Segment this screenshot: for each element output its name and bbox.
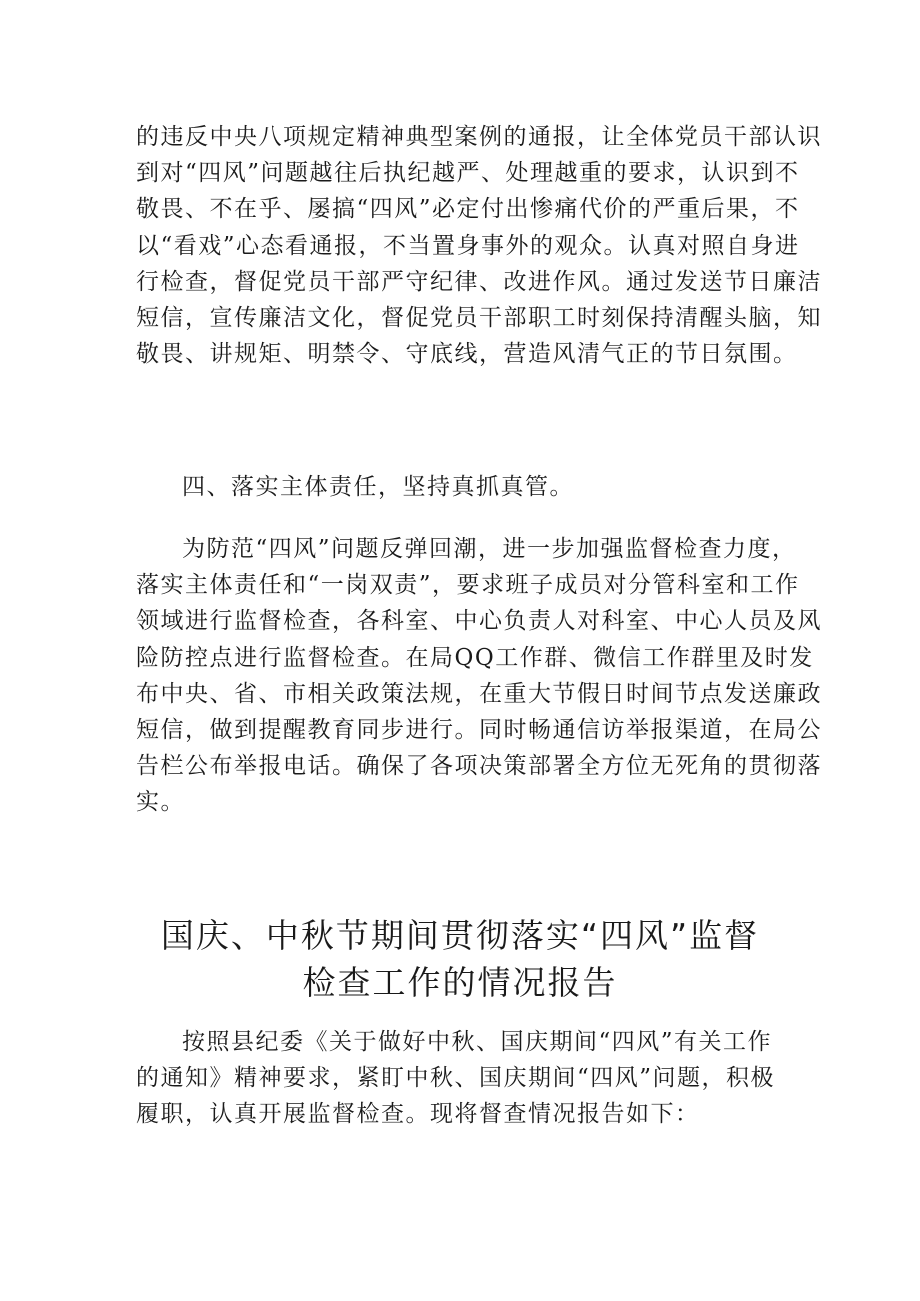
report-title-line-2: 检查工作的情况报告 [302,963,618,1002]
paragraph-line: 实。 [136,789,185,816]
paragraph-line: 按照县纪委《关于做好中秋、国庆期间“四风”有关工作 [182,1029,773,1055]
section-heading-text: 四、落实主体责任，坚持真抓真管。 [182,474,574,500]
paragraph-line: 为防范“四风”问题反弹回潮，进一步加强监督检查力度， [182,536,797,562]
section-heading-4 [136,469,786,505]
paragraph-line: 到对“四风”问题越往后执纪越严、处理越重的要求，认识到不 [136,160,800,187]
paragraph-line: 布中央、省、市相关政策法规，在重大节假日时间节点发送廉政 [136,680,822,707]
paragraph-line: 领域进行监督检查，各科室、中心负责人对科室、中心人员及风 [136,608,822,635]
report-title-line-1: 国庆、中秋节期间贯彻落实“四风”监督 [160,916,760,955]
paragraph-line: 敬畏、不在乎、屡搞“四风”必定付出惨痛代价的严重后果，不 [136,196,800,223]
paragraph-line: 以“看戏”心态看通报，不当置身事外的观众。认真对照自身进 [136,232,800,259]
paragraph-line: 敬畏、讲规矩、明禁令、守底线，营造风清气正的节日氛围。 [136,341,798,368]
paragraph-line: 险防控点进行监督检查。在局QQ工作群、微信工作群里及时发 [136,644,814,671]
paragraph-line: 的通知》精神要求，紧盯中秋、国庆期间“四风”问题，积极 [136,1065,776,1092]
paragraph-line: 行检查，督促党员干部严守纪律、改进作风。通过发送节日廉洁 [136,268,822,295]
paragraph-line: 的违反中央八项规定精神典型案例的通报，让全体党员干部认识 [136,124,822,150]
paragraph-line: 履职，认真开展监督检查。现将督查情况报告如下： [136,1101,700,1128]
paragraph-line: 短信，做到提醒教育同步进行。同时畅通信访举报渠道，在局公 [136,716,822,743]
report-title [60,912,860,1006]
paragraph-3 [136,1024,786,1133]
paragraph-line: 落实主体责任和“一岗双责”，要求班子成员对分管科室和工作 [136,572,800,599]
paragraph-2 [136,531,822,821]
paragraph-1 [136,119,822,372]
paragraph-line: 短信，宣传廉洁文化，督促党员干部职工时刻保持清醒头脑，知 [136,304,822,331]
paragraph-line: 告栏公布举报电话。确保了各项决策部署全方位无死角的贯彻落 [136,753,822,780]
